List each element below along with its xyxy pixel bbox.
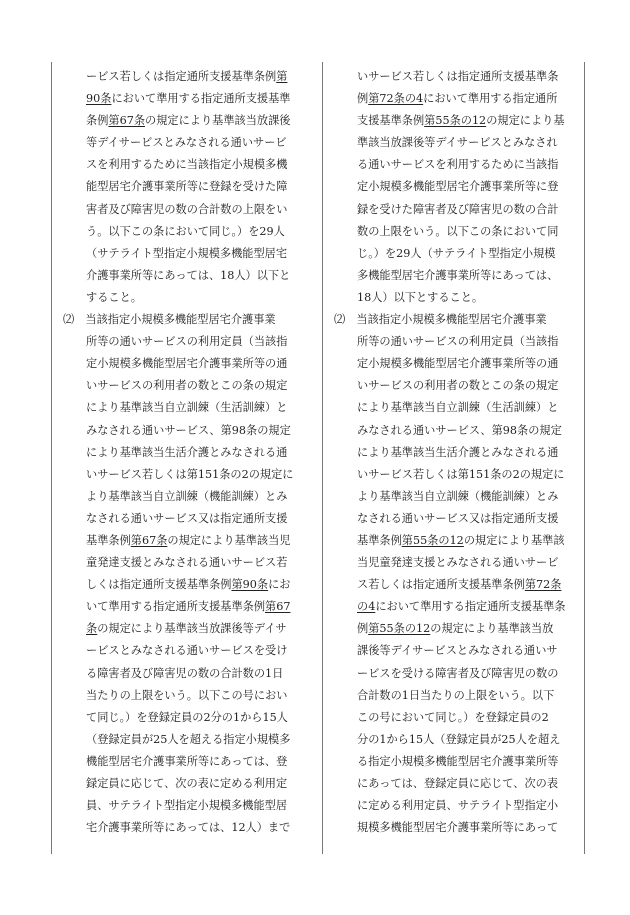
text-segment: 課後等デイサービスとみなされる通いサ [357, 644, 558, 658]
text-line [63, 707, 313, 729]
text-segment: 所等の通いサービスの利用定員（当該指 [357, 335, 559, 349]
text-segment: 当児童発達支援とみなされる通いサービ [357, 556, 559, 570]
text-line [63, 110, 313, 132]
text-line [334, 618, 578, 640]
text-line [334, 817, 578, 839]
article-reference: 90条 [86, 92, 112, 106]
table-border-right [584, 62, 585, 854]
text-line [334, 287, 578, 309]
text-line [334, 420, 578, 442]
text-line [334, 331, 578, 353]
article-reference: 第90条 [231, 578, 269, 592]
text-segment: いサービス若しくは第151条の2の規定に [86, 467, 294, 481]
text-line [334, 663, 578, 685]
text-line [334, 176, 578, 198]
text-segment: う。以下この条において同じ。）を29人 [86, 224, 285, 238]
text-segment: において準用する指定通所 [423, 92, 558, 106]
article-reference: 第67 [265, 600, 291, 614]
text-line [334, 132, 578, 154]
text-segment: に定める利用定員、サテライト型指定小 [357, 799, 559, 813]
text-segment: いサービスの利用者の数とこの条の規定 [357, 379, 559, 393]
text-segment: により基準該当生活介護とみなされる通 [357, 445, 559, 459]
text-line [63, 530, 313, 552]
text-segment: 宅介護事業所等にあっては、12人）まで [86, 821, 291, 835]
text-segment: （登録定員が25人を超える指定小規模多 [86, 732, 291, 746]
text-line [334, 552, 578, 574]
text-line [63, 199, 313, 221]
text-line [63, 618, 313, 640]
text-line [63, 88, 313, 110]
text-segment: により基準該当自立訓練（生活訓練）と [86, 401, 288, 415]
text-segment: の規定により基準該当児 [167, 533, 291, 547]
text-segment: 合計数の1日当たりの上限をいう。以下 [357, 688, 555, 702]
left-column [63, 66, 313, 839]
article-reference: 第55条の12 [368, 622, 431, 636]
text-line [63, 154, 313, 176]
text-line [334, 773, 578, 795]
text-line [334, 574, 578, 596]
text-segment: この号において同じ。）を登録定員の2 [357, 710, 549, 724]
text-segment: ⑵ 当該指定小規模多機能型居宅介護事業 [334, 313, 547, 327]
text-segment: 録を受けた障害者及び障害児の数の合計 [357, 202, 559, 216]
text-segment: なされる通いサービス又は指定通所支援 [357, 511, 559, 525]
text-line [334, 199, 578, 221]
text-segment: 例 [357, 92, 369, 106]
text-segment: ービス若しくは指定通所支援基準条例 [86, 70, 277, 83]
text-line [334, 442, 578, 464]
column-divider [322, 62, 323, 854]
text-segment: 支援基準条例 [357, 114, 425, 128]
text-segment: において準用する指定通所支援基準 [111, 92, 291, 106]
text-line [334, 685, 578, 707]
right-column [334, 66, 578, 839]
text-line [334, 243, 578, 265]
text-line [63, 176, 313, 198]
text-line [63, 596, 313, 618]
text-line [63, 486, 313, 508]
text-segment: より基準該当自立訓練（機能訓練）とみ [86, 489, 288, 503]
text-segment: いサービス若しくは指定通所支援基準条 [357, 70, 559, 83]
text-segment: 所等の通いサービスの利用定員（当該指 [86, 335, 288, 349]
text-segment: にお [268, 578, 291, 592]
text-line [63, 508, 313, 530]
text-segment: の規定により基準該 [463, 533, 565, 547]
comparison-table [51, 62, 584, 854]
text-line [63, 574, 313, 596]
text-segment: 録定員に応じて、次の表に定める利用定 [86, 777, 288, 790]
text-line [334, 707, 578, 729]
text-segment: 童発達支援とみなされる通いサービス若 [86, 556, 288, 570]
text-line [63, 773, 313, 795]
text-line [63, 375, 313, 397]
text-segment: にあっては、登録定員に応じて、次の表 [357, 777, 559, 790]
text-line [63, 132, 313, 154]
text-segment: の規定により基準該当放課後 [145, 114, 291, 128]
text-segment: において準用する指定通所支援基準条 [375, 600, 566, 614]
text-line [334, 795, 578, 817]
article-reference: 第67条 [108, 114, 146, 128]
text-segment: 機能型居宅介護事業所等にあっては、登 [86, 754, 288, 768]
text-line [334, 508, 578, 530]
text-segment: る指定小規模多機能型居宅介護事業所等 [357, 754, 559, 768]
text-line [63, 287, 313, 309]
text-segment: の規定により基準該当放 [430, 622, 554, 636]
text-segment: 害者及び障害児の数の合計数の上限をい [86, 202, 288, 216]
text-segment: 定小規模多機能型居宅介護事業所等に登 [357, 180, 559, 194]
text-segment: ⑵ 当該指定小規模多機能型居宅介護事業 [63, 313, 276, 327]
text-segment: いて準用する指定通所支援基準条例 [86, 600, 266, 614]
text-line [63, 331, 313, 353]
text-segment: すること。 [86, 290, 142, 304]
text-segment: 基準条例 [86, 533, 131, 547]
article-reference: 第67条 [130, 533, 168, 547]
text-line [63, 243, 313, 265]
text-segment: じ。）を29人（サテライト型指定小規模 [357, 246, 556, 260]
text-line [334, 640, 578, 662]
text-segment: 等デイサービスとみなされる通いサービ [86, 136, 287, 150]
text-line [334, 221, 578, 243]
text-segment: 員、サテライト型指定小規模多機能型居 [86, 799, 288, 813]
text-segment: 基準条例 [357, 533, 402, 547]
text-segment: る通いサービスを利用するために当該指 [357, 158, 559, 172]
text-segment: 準該当放課後等デイサービスとみなされ [357, 136, 558, 150]
text-line [63, 309, 313, 331]
text-line [334, 596, 578, 618]
text-segment: る障害者及び障害児の数の合計数の1日 [86, 666, 284, 680]
text-line [63, 221, 313, 243]
text-segment: 能型居宅介護事業所等に登録を受けた障 [86, 180, 288, 194]
text-line [63, 397, 313, 419]
article-reference: 第55条の12 [424, 114, 487, 128]
text-segment: て同じ。）を登録定員の2分の1から15人 [86, 710, 288, 724]
text-segment: の規定により基準該当放課後等デイサ [97, 622, 287, 636]
text-line [63, 464, 313, 486]
text-line [334, 375, 578, 397]
text-segment: いサービス若しくは第151条の2の規定に [357, 467, 565, 481]
text-line [63, 751, 313, 773]
text-line [334, 265, 578, 287]
text-line [334, 309, 578, 331]
table-border-left [51, 62, 52, 854]
text-segment: ービスとみなされる通いサービスを受け [86, 644, 288, 658]
text-segment: より基準該当自立訓練（機能訓練）とみ [357, 489, 559, 503]
article-reference: 第 [276, 70, 288, 83]
text-segment: みなされる通いサービス、第98条の規定 [86, 423, 291, 437]
text-line [63, 353, 313, 375]
text-line [63, 663, 313, 685]
text-segment: （サテライト型指定小規模多機能型居宅 [86, 246, 288, 260]
text-segment: 定小規模多機能型居宅介護事業所等の通 [357, 357, 559, 371]
text-line [63, 729, 313, 751]
text-line [63, 420, 313, 442]
text-line [334, 88, 578, 110]
article-reference: 条 [86, 622, 98, 636]
text-line [334, 751, 578, 773]
text-segment: 多機能型居宅介護事業所等にあっては、 [357, 268, 559, 282]
text-segment: 規模多機能型居宅介護事業所等にあって [357, 821, 559, 835]
text-segment: いサービスの利用者の数とこの条の規定 [86, 379, 288, 393]
text-line [63, 817, 313, 839]
text-segment: 数の上限をいう。以下この条において同 [357, 224, 559, 238]
text-segment: の規定により基 [486, 114, 565, 128]
text-segment: スを利用するために当該指定小規模多機 [86, 158, 288, 172]
text-segment: 条例 [86, 114, 109, 128]
text-line [63, 552, 313, 574]
text-line [63, 640, 313, 662]
text-segment: 分の1から15人（登録定員が25人を超え [357, 732, 561, 746]
text-line [334, 464, 578, 486]
text-segment: ービスを受ける障害者及び障害児の数の [357, 666, 559, 680]
article-reference: 第55条の12 [401, 533, 464, 547]
text-line [63, 265, 313, 287]
text-line [63, 442, 313, 464]
article-reference: 第72条 [524, 578, 562, 592]
text-line [334, 530, 578, 552]
text-line [334, 110, 578, 132]
text-segment: により基準該当生活介護とみなされる通 [86, 445, 288, 459]
text-segment: 介護事業所等にあっては、18人）以下と [86, 268, 291, 282]
text-segment: ス若しくは指定通所支援基準条例 [357, 578, 525, 592]
text-segment: 18人）以下とすること。 [357, 290, 484, 304]
text-line [334, 397, 578, 419]
text-line [334, 729, 578, 751]
article-reference: 第72条の4 [368, 92, 424, 106]
text-line [334, 66, 578, 88]
text-segment: なされる通いサービス又は指定通所支援 [86, 511, 288, 525]
text-segment: みなされる通いサービス、第98条の規定 [357, 423, 562, 437]
text-segment: しくは指定通所支援基準条例 [86, 578, 232, 592]
text-line [334, 154, 578, 176]
text-line [334, 353, 578, 375]
text-line [63, 685, 313, 707]
text-line [334, 486, 578, 508]
text-segment: 例 [357, 622, 369, 636]
text-segment: 当たりの上限をいう。以下この号におい [86, 688, 288, 702]
text-segment: 定小規模多機能型居宅介護事業所等の通 [86, 357, 288, 371]
text-line [63, 66, 313, 88]
article-reference: の4 [357, 600, 376, 614]
text-line [63, 795, 313, 817]
text-segment: により基準該当自立訓練（生活訓練）と [357, 401, 559, 415]
